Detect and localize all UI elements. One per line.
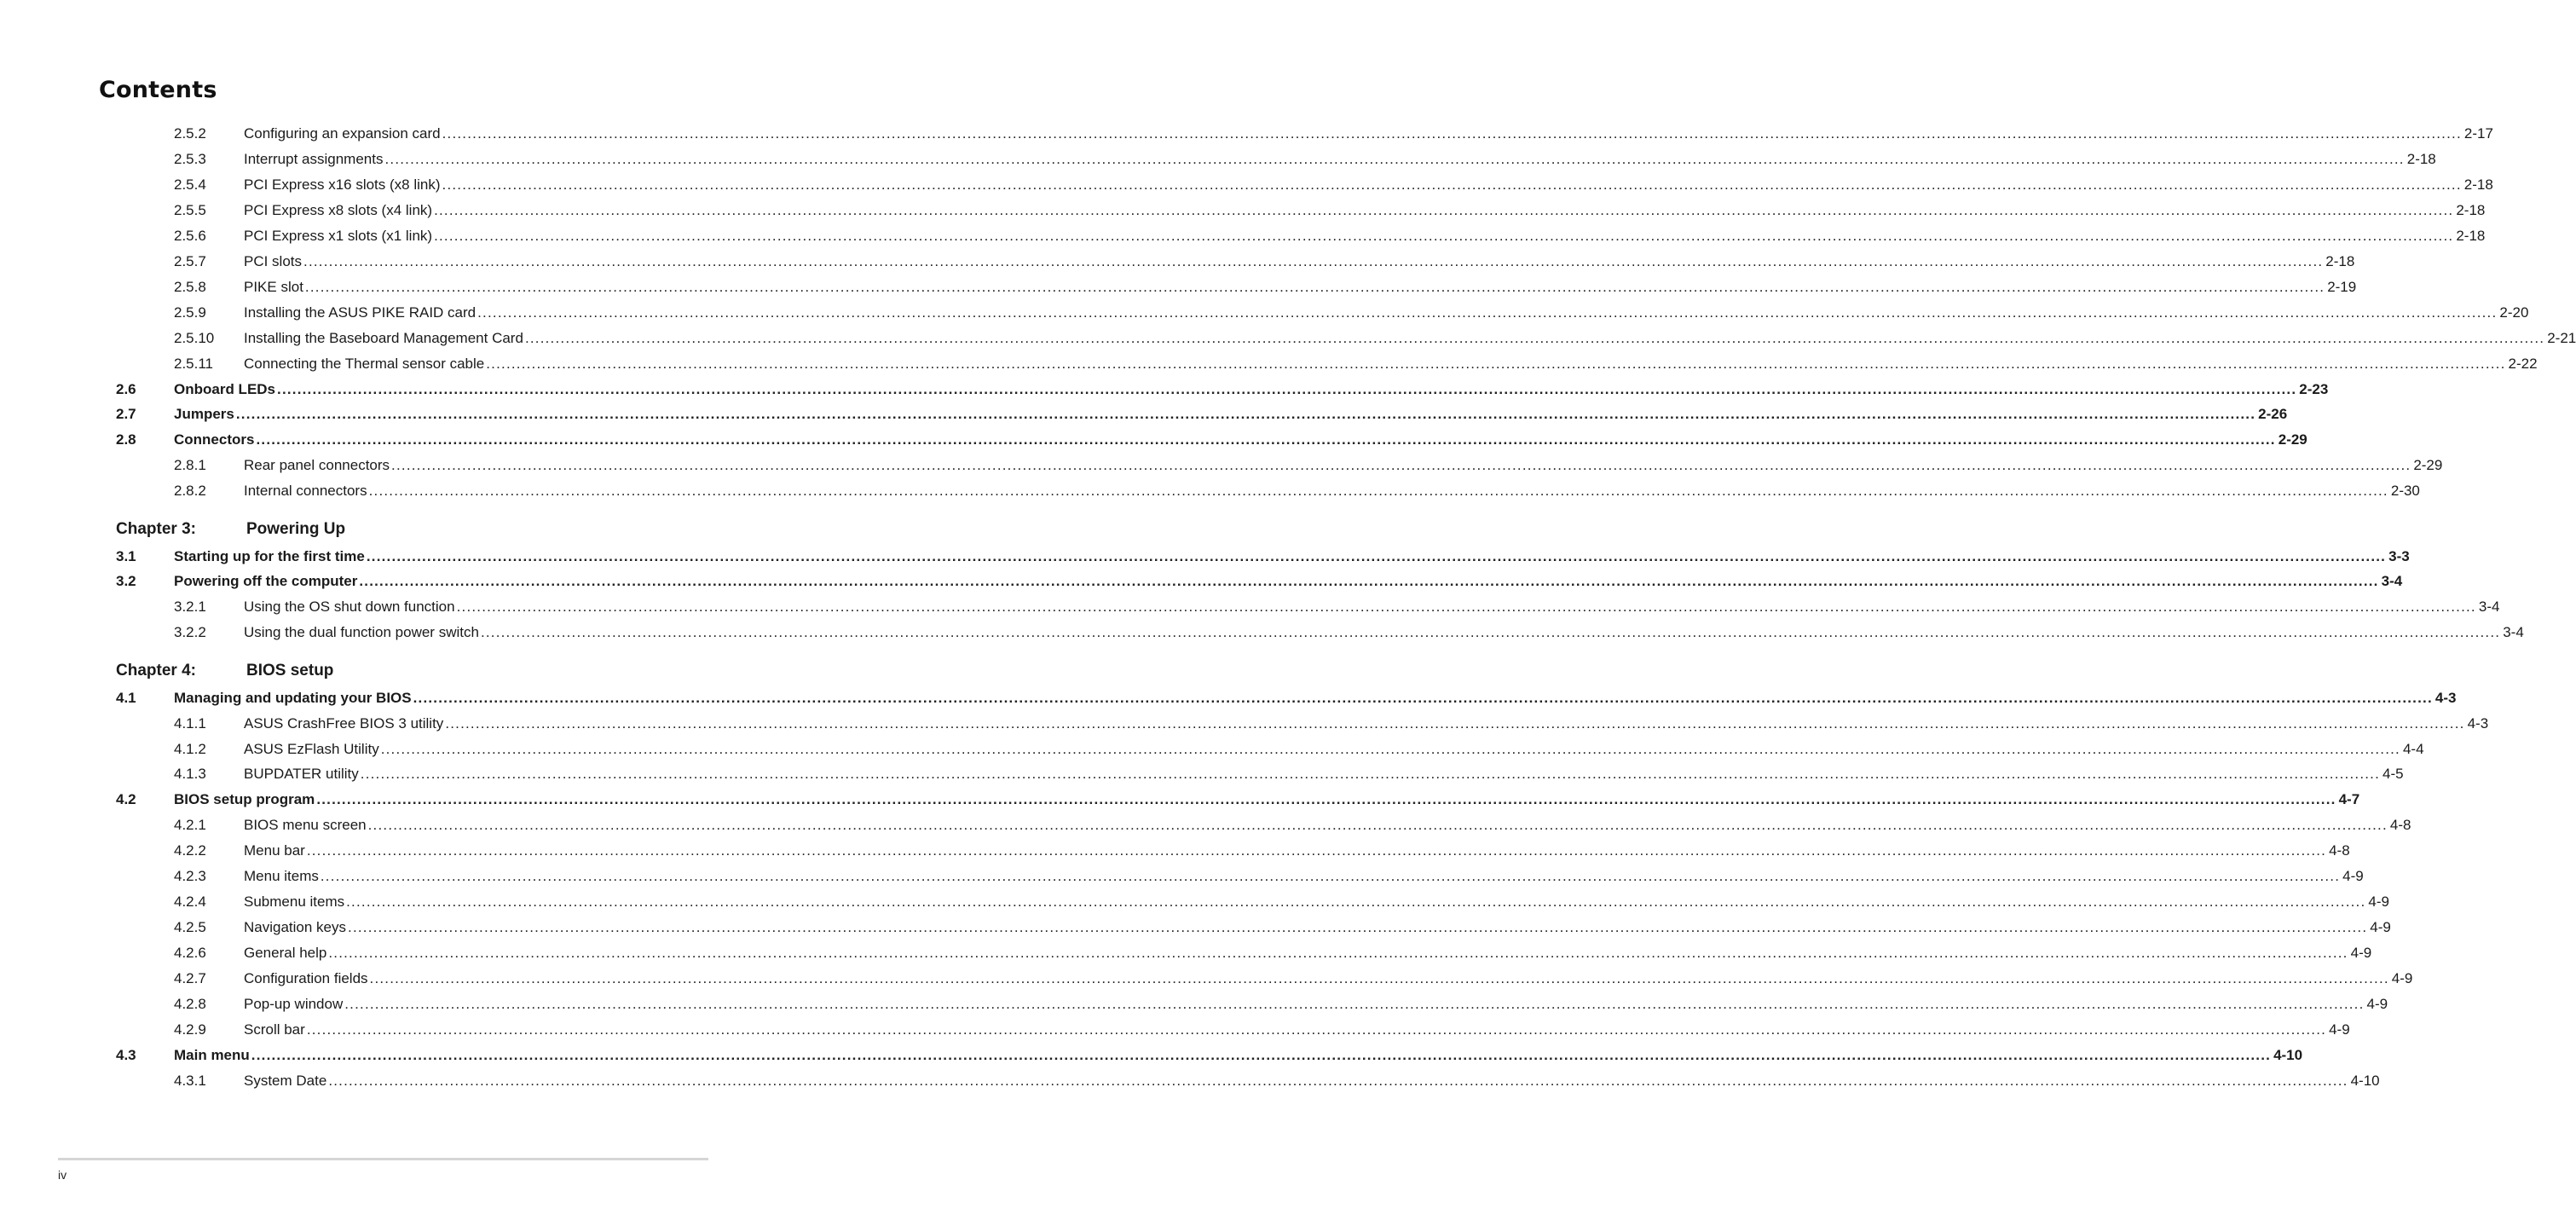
chapter-number: Chapter 4: [116, 662, 196, 680]
toc-entry-title: Menu bar [244, 842, 305, 859]
dot-leader: ................................................................................................................................................................................................................................................................................................................................................................................................................ [256, 431, 2276, 448]
toc-entry-page: 4-9 [2350, 945, 2372, 961]
toc-entry-line [174, 1045, 2303, 1066]
toc-entry-page: 4-9 [2366, 996, 2388, 1012]
toc-entry-title: Pop-up window [244, 996, 344, 1012]
toc-entry-line [244, 739, 2424, 760]
toc-entry-page: 2-26 [2258, 406, 2288, 422]
toc-section-entry[interactable] [116, 688, 2457, 708]
dot-leader: ................................................................................................................................................................................................................................................................................................................................................................................................................ [480, 624, 2501, 640]
toc-entry-title: System Date [244, 1073, 327, 1089]
toc-entry-number: 2.5.11 [174, 356, 214, 372]
toc-entry-page: 2-30 [2390, 483, 2420, 499]
toc-section-entry[interactable] [116, 430, 2307, 450]
footer-rule [58, 1158, 708, 1160]
dot-leader: ................................................................................................................................................................................................................................................................................................................................................................................................................ [235, 406, 2256, 422]
toc-entry-number: 4.2 [116, 791, 136, 807]
toc-entry-page: 4-3 [2434, 690, 2457, 706]
toc-subsection-entry[interactable] [116, 328, 2576, 349]
page-title: Contents [99, 77, 217, 103]
toc-entry-title: ASUS EzFlash Utility [244, 741, 379, 757]
toc-entry-number: 4.2.1 [174, 817, 206, 833]
toc-subsection-entry[interactable] [116, 124, 2493, 144]
toc-entry-line [174, 546, 2410, 567]
toc-entry-title: Connectors [174, 431, 255, 448]
dot-leader: ................................................................................................................................................................................................................................................................................................................................................................................................................ [277, 381, 2297, 397]
toc-subsection-entry[interactable] [116, 149, 2436, 170]
dot-leader: ................................................................................................................................................................................................................................................................................................................................................................................................................ [434, 228, 2454, 244]
toc-entry-number: 2.6 [116, 381, 136, 397]
toc-entry-number: 3.2.1 [174, 599, 206, 615]
toc-entry-title: Connecting the Thermal sensor cable [244, 356, 485, 372]
dot-leader: ................................................................................................................................................................................................................................................................................................................................................................................................................ [303, 253, 2324, 269]
toc-entry-title: Installing the Baseboard Management Card [244, 330, 523, 346]
toc-subsection-entry[interactable] [116, 866, 2364, 887]
toc-entry-line [244, 175, 2493, 195]
toc-entry-line [244, 917, 2391, 938]
toc-entry-page: 3-3 [2388, 548, 2410, 564]
toc-subsection-entry[interactable] [116, 277, 2357, 298]
toc-entry-number: 4.3.1 [174, 1073, 206, 1089]
toc-entry-line [244, 764, 2404, 784]
toc-subsection-entry[interactable] [116, 200, 2486, 221]
toc-entry-number: 2.5.8 [174, 279, 206, 295]
toc-entry-line [244, 481, 2420, 501]
toc-entry-line [244, 303, 2529, 323]
toc-entry-number: 4.1.2 [174, 741, 206, 757]
toc-entry-title: Main menu [174, 1047, 250, 1063]
dot-leader: ................................................................................................................................................................................................................................................................................................................................................................................................................ [486, 356, 2506, 372]
toc-entry-title: Using the OS shut down function [244, 599, 455, 615]
toc-entry-page: 2-19 [2327, 279, 2357, 295]
dot-leader: ................................................................................................................................................................................................................................................................................................................................................................................................................ [328, 1073, 2348, 1089]
toc-entry-line [244, 1020, 2350, 1040]
toc-entry-title: ASUS CrashFree BIOS 3 utility [244, 715, 444, 732]
toc-subsection-entry[interactable] [116, 252, 2355, 272]
toc-entry-page: 2-17 [2463, 125, 2493, 142]
toc-subsection-entry[interactable] [116, 815, 2411, 836]
toc-entry-number: 4.1 [116, 690, 136, 706]
toc-entry-page: 2-18 [2463, 176, 2493, 193]
toc-entry-number: 2.5.10 [174, 330, 215, 346]
toc-entry-number: 4.3 [116, 1047, 136, 1063]
toc-entry-line [244, 1071, 2380, 1091]
chapter-number: Chapter 3: [116, 520, 196, 538]
toc-entry-number: 4.2.8 [174, 996, 206, 1012]
dot-leader: ................................................................................................................................................................................................................................................................................................................................................................................................................ [306, 1021, 2327, 1038]
toc-section-entry[interactable] [116, 404, 2288, 425]
toc-entry-title: BIOS menu screen [244, 817, 367, 833]
toc-entry-page: 2-18 [2456, 202, 2486, 218]
toc-subsection-entry[interactable] [116, 481, 2420, 501]
dot-leader: ................................................................................................................................................................................................................................................................................................................................................................................................................ [477, 304, 2498, 321]
toc-entry-title: PCI Express x16 slots (x8 link) [244, 176, 441, 193]
toc-subsection-entry[interactable] [116, 1071, 2380, 1091]
toc-section-entry[interactable] [116, 789, 2360, 810]
dot-leader: ................................................................................................................................................................................................................................................................................................................................................................................................................ [306, 842, 2327, 859]
dot-leader: ................................................................................................................................................................................................................................................................................................................................................................................................................ [316, 791, 2336, 807]
toc-entry-title: Onboard LEDs [174, 381, 276, 397]
toc-section-entry[interactable] [116, 379, 2329, 400]
toc-entry-number: 4.1.3 [174, 766, 206, 782]
toc-entry-page: 2-23 [2299, 381, 2329, 397]
chapter-title: Powering Up [246, 520, 346, 538]
dot-leader: ................................................................................................................................................................................................................................................................................................................................................................................................................ [328, 945, 2348, 961]
toc-entry-page: 4-3 [2467, 715, 2489, 732]
toc-subsection-entry[interactable] [116, 226, 2486, 246]
toc-subsection-entry[interactable] [116, 175, 2493, 195]
toc-entry-line [174, 379, 2329, 400]
toc-entry-title: Interrupt assignments [244, 151, 384, 167]
dot-leader: ................................................................................................................................................................................................................................................................................................................................................................................................................ [445, 715, 2465, 732]
toc-entry-page: 2-21 [2547, 330, 2576, 346]
toc-entry-title: Starting up for the first time [174, 548, 365, 564]
dot-leader: ................................................................................................................................................................................................................................................................................................................................................................................................................ [304, 279, 2325, 295]
toc-entry-line [244, 866, 2364, 887]
toc-entry-number: 4.2.4 [174, 893, 206, 910]
footer-page-number: iv [58, 1168, 67, 1182]
toc-entry-page: 3-4 [2478, 599, 2500, 615]
toc-entry-line [244, 124, 2493, 144]
toc-entry-title: Rear panel connectors [244, 457, 390, 473]
toc-entry-title: Using the dual function power switch [244, 624, 479, 640]
toc-entry-title: Powering off the computer [174, 573, 358, 589]
toc-subsection-entry[interactable] [116, 739, 2424, 760]
toc-entry-number: 4.2.2 [174, 842, 206, 859]
toc-entry-page: 2-29 [2413, 457, 2443, 473]
toc-subsection-entry[interactable] [116, 943, 2372, 963]
toc-entry-page: 4-10 [2273, 1047, 2303, 1063]
toc-subsection-entry[interactable] [116, 969, 2413, 989]
toc-entry-number: 2.8.1 [174, 457, 206, 473]
toc-entry-number: 4.2.3 [174, 868, 206, 884]
toc-entry-number: 2.5.7 [174, 253, 206, 269]
dot-leader: ................................................................................................................................................................................................................................................................................................................................................................................................................ [434, 202, 2454, 218]
toc-entry-number: 2.5.4 [174, 176, 206, 193]
toc-entry-title: Submenu items [244, 893, 345, 910]
toc-entry-page: 4-10 [2350, 1073, 2380, 1089]
toc-entry-line [174, 571, 2403, 592]
toc-entry-title: BIOS setup program [174, 791, 315, 807]
toc-entry-number: 3.2 [116, 573, 136, 589]
toc-entry-line [244, 354, 2538, 374]
toc-entry-title: Installing the ASUS PIKE RAID card [244, 304, 477, 321]
toc-section-entry[interactable] [116, 1045, 2303, 1066]
toc-entry-line [244, 943, 2372, 963]
toc-entry-title: Managing and updating your BIOS [174, 690, 412, 706]
toc-entry-page: 4-9 [2329, 1021, 2350, 1038]
dot-leader: ................................................................................................................................................................................................................................................................................................................................................................................................................ [456, 599, 2476, 615]
toc-entry-line [244, 328, 2576, 349]
toc-entry-line [244, 969, 2413, 989]
dot-leader: ................................................................................................................................................................................................................................................................................................................................................................................................................ [360, 766, 2381, 782]
toc-entry-page: 4-9 [2370, 919, 2391, 935]
toc-entry-title: Jumpers [174, 406, 234, 422]
toc-entry-number: 2.8.2 [174, 483, 206, 499]
toc-entry-line [244, 200, 2486, 221]
toc-entry-line [174, 430, 2307, 450]
toc-subsection-entry[interactable] [116, 354, 2538, 374]
toc-entry-page: 2-22 [2508, 356, 2538, 372]
toc-entry-line [174, 789, 2360, 810]
toc-subsection-entry[interactable] [116, 892, 2389, 912]
toc-entry-page: 3-4 [2503, 624, 2524, 640]
toc-entry-title: PCI Express x8 slots (x4 link) [244, 202, 433, 218]
toc-entry-page: 4-8 [2389, 817, 2411, 833]
dot-leader: ................................................................................................................................................................................................................................................................................................................................................................................................................ [442, 176, 2462, 193]
toc-entry-line [244, 815, 2411, 836]
toc-entry-page: 3-4 [2381, 573, 2403, 589]
dot-leader: ................................................................................................................................................................................................................................................................................................................................................................................................................ [346, 893, 2366, 910]
toc-entry-page: 2-29 [2278, 431, 2307, 448]
dot-leader: ................................................................................................................................................................................................................................................................................................................................................................................................................ [368, 483, 2388, 499]
toc-entry-number: 4.2.5 [174, 919, 206, 935]
toc-entry-number: 3.1 [116, 548, 136, 564]
toc-entry-number: 2.7 [116, 406, 136, 422]
toc-entry-line [174, 404, 2288, 425]
dot-leader: ................................................................................................................................................................................................................................................................................................................................................................................................................ [384, 151, 2405, 167]
dot-leader: ................................................................................................................................................................................................................................................................................................................................................................................................................ [380, 741, 2400, 757]
toc-entry-page: 2-20 [2499, 304, 2529, 321]
toc-entry-number: 4.2.9 [174, 1021, 206, 1038]
toc-section-entry[interactable] [116, 571, 2403, 592]
toc-entry-page: 4-9 [2368, 893, 2389, 910]
toc-entry-page: 2-18 [2325, 253, 2355, 269]
toc-entry-number: 2.5.6 [174, 228, 206, 244]
toc-subsection-entry[interactable] [116, 1020, 2350, 1040]
dot-leader: ................................................................................................................................................................................................................................................................................................................................................................................................................ [442, 125, 2462, 142]
chapter-title: BIOS setup [246, 662, 334, 680]
toc-entry-title: BUPDATER utility [244, 766, 359, 782]
toc-subsection-entry[interactable] [116, 455, 2443, 476]
toc-entry-line [244, 597, 2500, 617]
toc-entry-number: 2.5.5 [174, 202, 206, 218]
toc-entry-number: 4.2.6 [174, 945, 206, 961]
toc-entry-page: 4-9 [2391, 970, 2413, 986]
toc-subsection-entry[interactable] [116, 764, 2404, 784]
dot-leader: ................................................................................................................................................................................................................................................................................................................................................................................................................ [413, 690, 2433, 706]
toc-entry-title: Configuration fields [244, 970, 368, 986]
toc-entry-title: PCI slots [244, 253, 303, 269]
toc-entry-number: 4.2.7 [174, 970, 206, 986]
toc-entry-number: 2.5.9 [174, 304, 206, 321]
dot-leader: ................................................................................................................................................................................................................................................................................................................................................................................................................ [367, 817, 2388, 833]
toc-entry-title: Menu items [244, 868, 319, 884]
dot-leader: ................................................................................................................................................................................................................................................................................................................................................................................................................ [344, 996, 2365, 1012]
toc-entry-line [244, 714, 2489, 734]
toc-entry-line [244, 226, 2486, 246]
dot-leader: ................................................................................................................................................................................................................................................................................................................................................................................................................ [320, 868, 2341, 884]
toc-entry-line [244, 622, 2524, 643]
toc-entry-title: Configuring an expansion card [244, 125, 441, 142]
toc-subsection-entry[interactable] [116, 714, 2489, 734]
toc-entry-line [244, 455, 2443, 476]
toc-entry-title: PIKE slot [244, 279, 303, 295]
toc-entry-number: 3.2.2 [174, 624, 206, 640]
toc-entry-title: Navigation keys [244, 919, 347, 935]
toc-subsection-entry[interactable] [116, 303, 2529, 323]
dot-leader: ................................................................................................................................................................................................................................................................................................................................................................................................................ [391, 457, 2411, 473]
toc-entry-title: PCI Express x1 slots (x1 link) [244, 228, 433, 244]
dot-leader: ................................................................................................................................................................................................................................................................................................................................................................................................................ [524, 330, 2545, 346]
toc-entry-page: 4-7 [2338, 791, 2360, 807]
toc-subsection-entry[interactable] [116, 622, 2524, 643]
toc-entry-line [174, 688, 2457, 708]
toc-entry-line [244, 149, 2436, 170]
toc-entry-line [244, 277, 2357, 298]
toc-entry-page: 4-4 [2402, 741, 2424, 757]
chapter-heading [116, 660, 680, 682]
toc-entry-page: 2-18 [2456, 228, 2486, 244]
dot-leader: ................................................................................................................................................................................................................................................................................................................................................................................................................ [359, 573, 2379, 589]
toc-subsection-entry[interactable] [116, 841, 2350, 861]
toc-subsection-entry[interactable] [116, 994, 2388, 1015]
toc-entry-line [244, 892, 2389, 912]
dot-leader: ................................................................................................................................................................................................................................................................................................................................................................................................................ [348, 919, 2368, 935]
dot-leader: ................................................................................................................................................................................................................................................................................................................................................................................................................ [251, 1047, 2272, 1063]
toc-entry-page: 2-18 [2406, 151, 2436, 167]
toc-entry-number: 2.5.3 [174, 151, 206, 167]
toc-section-entry[interactable] [116, 546, 2410, 567]
toc-entry-line [244, 252, 2355, 272]
toc-subsection-entry[interactable] [116, 917, 2391, 938]
chapter-heading [116, 518, 680, 541]
toc-entry-title: Internal connectors [244, 483, 367, 499]
toc-entry-title: Scroll bar [244, 1021, 305, 1038]
toc-entry-number: 2.5.2 [174, 125, 206, 142]
toc-entry-number: 2.8 [116, 431, 136, 448]
dot-leader: ................................................................................................................................................................................................................................................................................................................................................................................................................ [366, 548, 2387, 564]
dot-leader: ................................................................................................................................................................................................................................................................................................................................................................................................................ [369, 970, 2389, 986]
toc-subsection-entry[interactable] [116, 597, 2500, 617]
toc-entry-title: General help [244, 945, 327, 961]
toc-entry-page: 4-5 [2383, 766, 2404, 782]
toc-entry-line [244, 841, 2350, 861]
toc-entry-page: 4-8 [2329, 842, 2350, 859]
toc-entry-line [244, 994, 2388, 1015]
toc-entry-page: 4-9 [2342, 868, 2364, 884]
toc-entry-number: 4.1.1 [174, 715, 206, 732]
